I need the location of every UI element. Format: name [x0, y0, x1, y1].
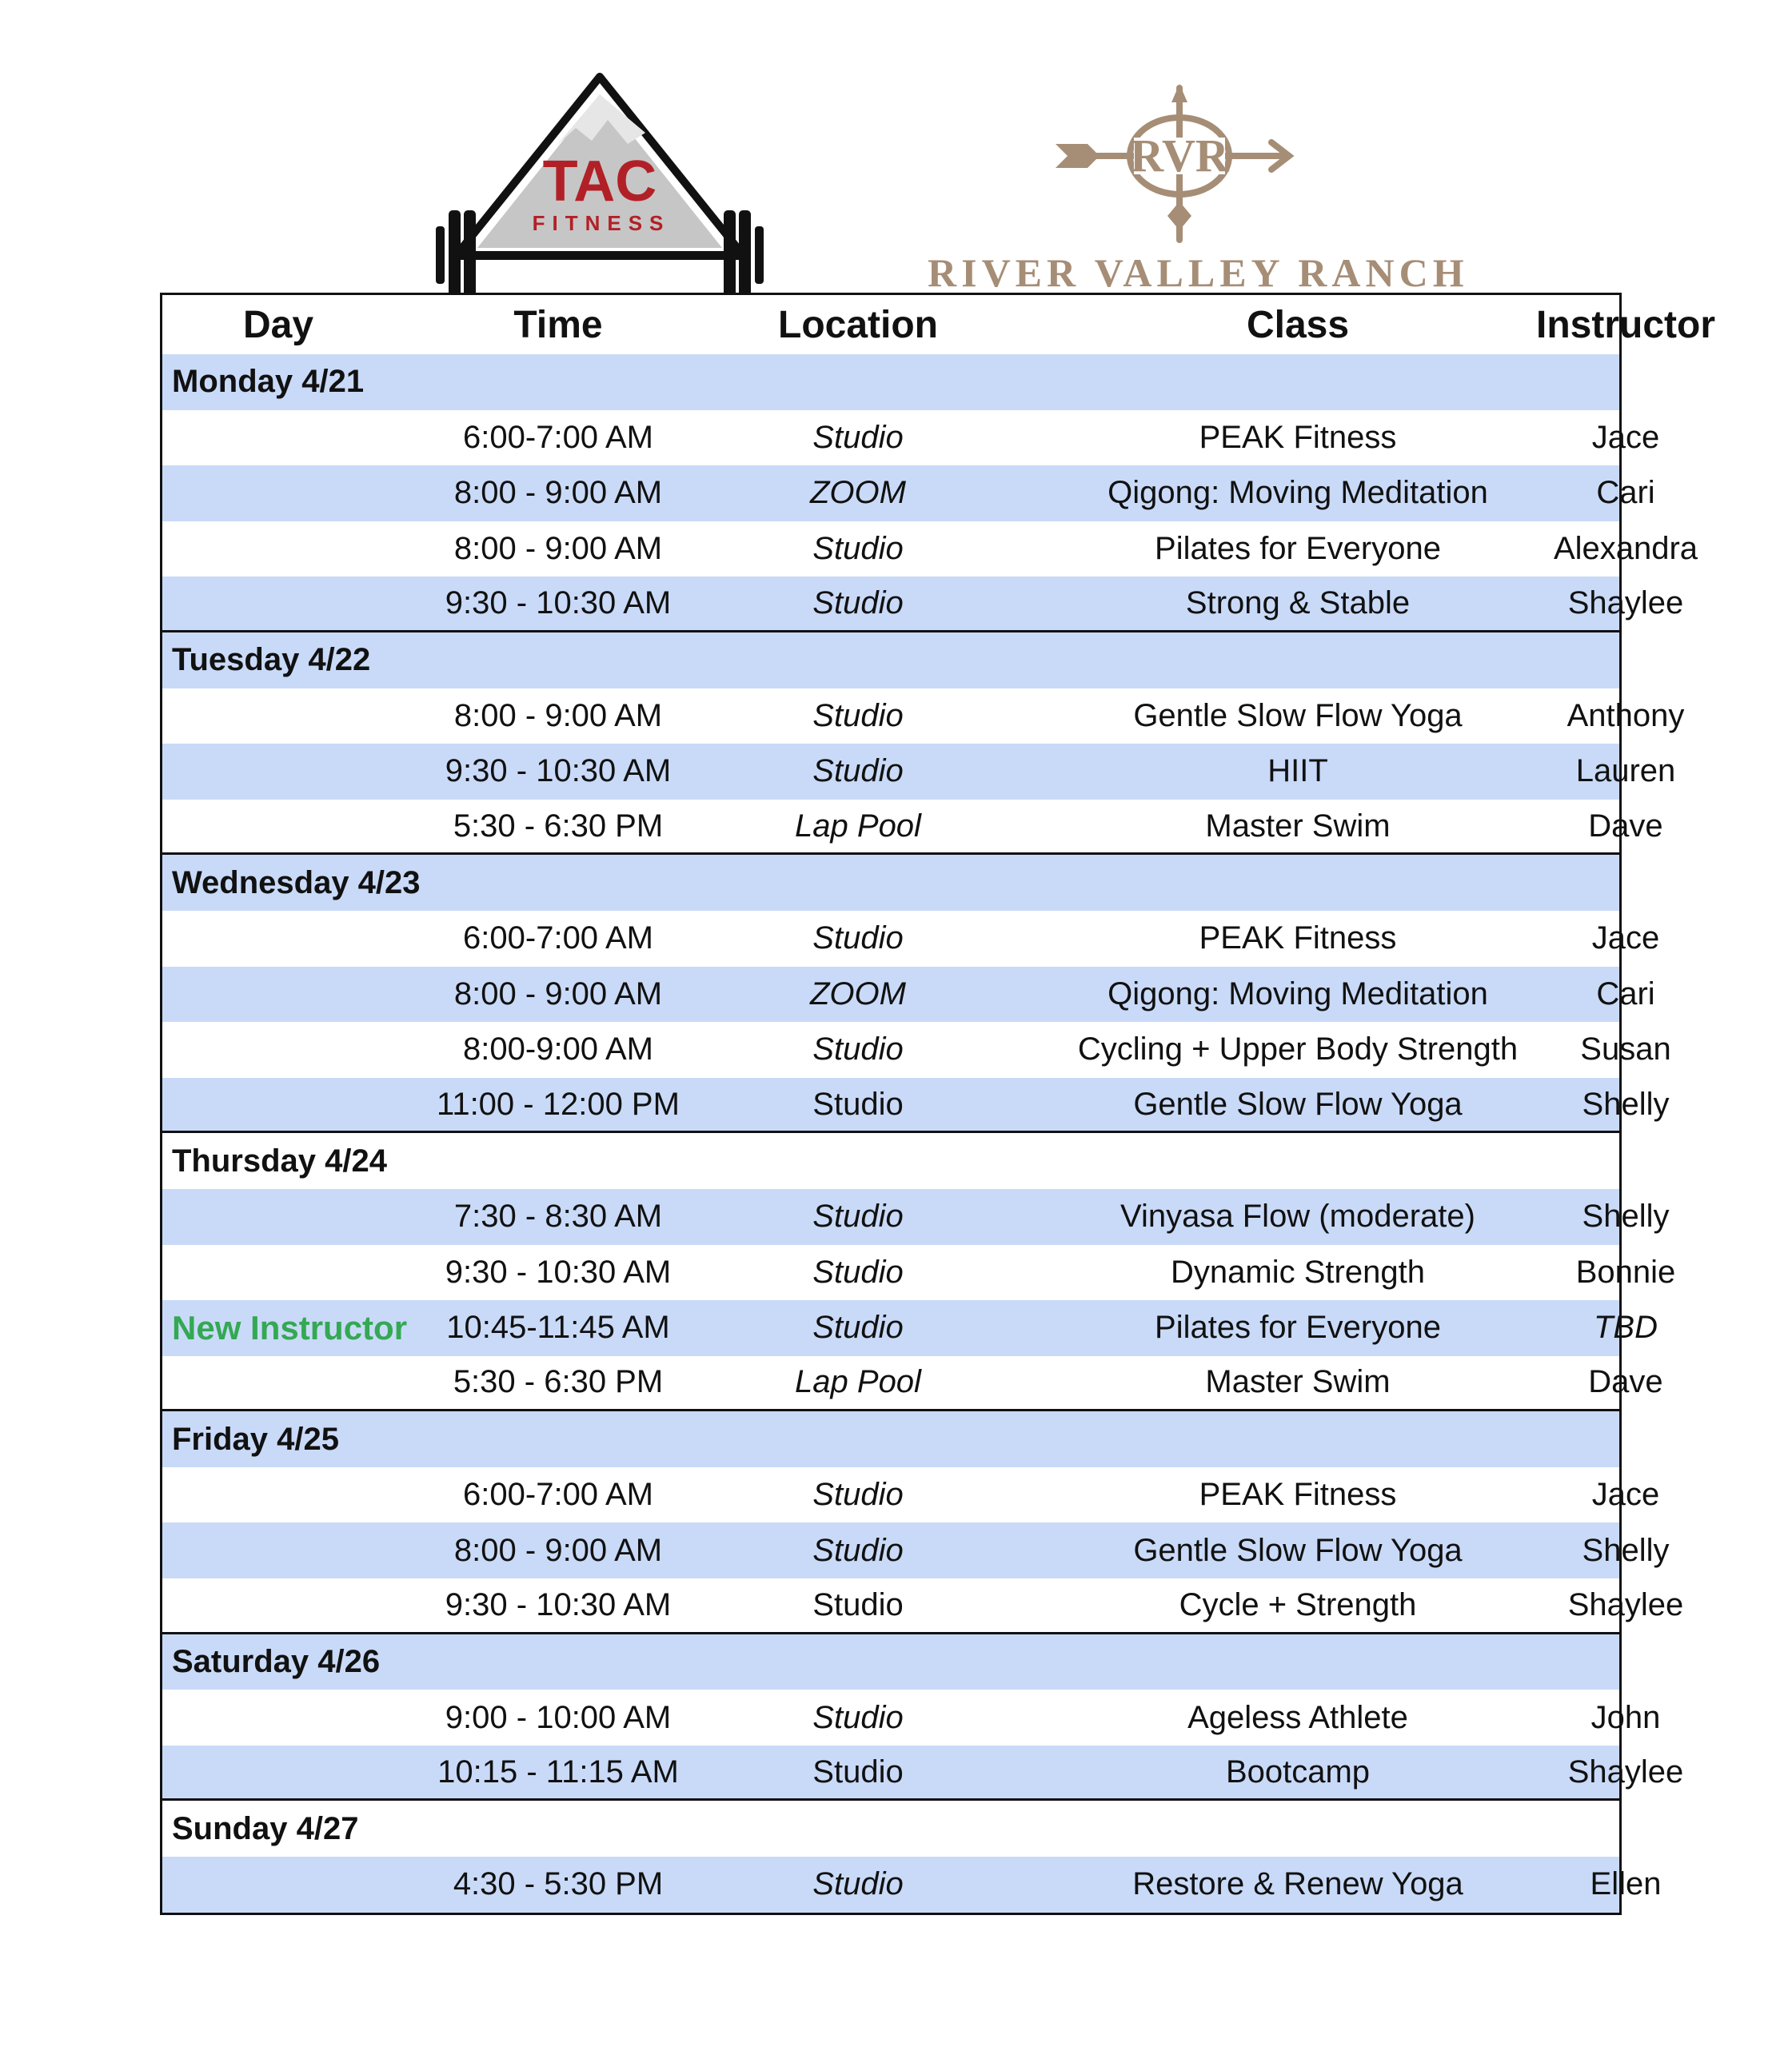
session-row: [162, 800, 1663, 856]
session-instructor: Shelly: [1582, 1199, 1670, 1235]
session-location: Studio: [812, 1532, 904, 1568]
session-instructor: Dave: [1588, 808, 1663, 844]
session-row: [162, 688, 1685, 744]
session-row: [162, 577, 1684, 632]
session-time: 9:30 - 10:30 AM: [445, 1254, 672, 1290]
session-instructor: John: [1590, 1699, 1661, 1735]
session-row: [162, 744, 1676, 800]
session-row: [162, 911, 1660, 967]
session-class: HIIT: [1267, 753, 1328, 789]
session-class: Bootcamp: [1225, 1754, 1371, 1790]
rvr-logo-name: RIVER VALLEY RANCH: [928, 250, 1469, 295]
tac-fitness-logo: [436, 70, 764, 298]
session-row: [162, 521, 1698, 577]
session-class: Master Swim: [1205, 1364, 1391, 1400]
session-instructor: Jace: [1591, 1477, 1660, 1513]
day-row: [162, 632, 1619, 688]
session-class: Pilates for Everyone: [1155, 1310, 1441, 1346]
session-row: [162, 1356, 1663, 1412]
session-row: [162, 1690, 1661, 1746]
session-location: Studio: [812, 1866, 904, 1902]
session-instructor: Cari: [1596, 976, 1655, 1012]
session-location: Studio: [812, 1754, 904, 1790]
session-class: Dynamic Strength: [1171, 1254, 1425, 1290]
session-location: Studio: [812, 1699, 904, 1735]
day-row: [162, 1133, 1619, 1189]
session-location: Studio: [812, 753, 904, 789]
new-instructor-note: New Instructor: [172, 1308, 408, 1347]
session-time: 8:00 - 9:00 AM: [453, 531, 663, 567]
session-instructor: Ellen: [1590, 1866, 1662, 1902]
day-label: Tuesday 4/22: [172, 642, 371, 678]
day-label: Wednesday 4/23: [172, 864, 421, 900]
session-time: 8:00 - 9:00 AM: [453, 475, 663, 511]
session-instructor: Jace: [1591, 920, 1660, 956]
header-time: Time: [513, 303, 603, 346]
session-row: [162, 1746, 1684, 1802]
day-row: [162, 855, 1619, 911]
session-location: ZOOM: [810, 976, 906, 1012]
day-row: [162, 1411, 1619, 1467]
session-class: Qigong: Moving Meditation: [1108, 976, 1488, 1012]
session-row: [162, 1245, 1676, 1301]
day-label: Sunday 4/27: [172, 1810, 359, 1846]
session-row: [162, 1189, 1670, 1245]
tac-logo-text: TAC: [542, 150, 657, 213]
day-label: Monday 4/21: [172, 364, 365, 400]
session-class: Restore & Renew Yoga: [1132, 1866, 1463, 1902]
session-time: 4:30 - 5:30 PM: [453, 1866, 664, 1902]
session-row: [162, 1022, 1671, 1078]
session-class: Vinyasa Flow (moderate): [1120, 1199, 1475, 1235]
session-location: Studio: [812, 531, 904, 567]
session-location: Studio: [812, 1199, 904, 1235]
session-row: [162, 1522, 1670, 1578]
session-time: 9:30 - 10:30 AM: [445, 1586, 672, 1622]
session-class: Cycling + Upper Body Strength: [1077, 1031, 1519, 1067]
session-instructor: Dave: [1588, 1364, 1663, 1400]
session-location: Studio: [812, 1586, 904, 1622]
session-time: 7:30 - 8:30 AM: [453, 1199, 663, 1235]
session-time: 9:30 - 10:30 AM: [445, 585, 672, 621]
session-time: 5:30 - 6:30 PM: [453, 808, 664, 844]
session-time: 6:00-7:00 AM: [463, 920, 653, 956]
session-location: Studio: [812, 697, 904, 733]
session-instructor: Shaylee: [1567, 585, 1684, 621]
session-row: [162, 465, 1655, 521]
session-instructor: TBD: [1594, 1310, 1658, 1346]
session-class: Master Swim: [1205, 808, 1391, 844]
session-class: Cycle + Strength: [1179, 1586, 1417, 1622]
session-class: Ageless Athlete: [1187, 1699, 1408, 1735]
session-location: Studio: [812, 1310, 904, 1346]
session-time: 8:00-9:00 AM: [463, 1031, 653, 1067]
session-time: 8:00 - 9:00 AM: [453, 1532, 663, 1568]
session-instructor: Bonnie: [1575, 1254, 1676, 1290]
session-instructor: Susan: [1580, 1031, 1671, 1067]
session-time: 5:30 - 6:30 PM: [453, 1364, 664, 1400]
day-label: Thursday 4/24: [172, 1143, 388, 1179]
header-class: Class: [1246, 303, 1350, 346]
session-time: 8:00 - 9:00 AM: [453, 697, 663, 733]
session-class: Gentle Slow Flow Yoga: [1133, 1532, 1463, 1568]
session-class: PEAK Fitness: [1199, 419, 1397, 455]
day-row: [162, 1801, 1619, 1857]
header-instructor: Instructor: [1535, 303, 1715, 346]
session-class: Qigong: Moving Meditation: [1108, 475, 1488, 511]
day-row: [162, 1634, 1619, 1690]
class-schedule-table: [160, 293, 1715, 1915]
session-time: 10:15 - 11:15 AM: [437, 1754, 679, 1790]
day-label: Saturday 4/26: [172, 1643, 381, 1679]
session-location: Studio: [812, 1477, 904, 1513]
session-row: [162, 1300, 1658, 1356]
header-day: Day: [242, 303, 314, 346]
session-class: PEAK Fitness: [1199, 920, 1397, 956]
session-class: Strong & Stable: [1185, 585, 1411, 621]
session-location: ZOOM: [810, 475, 906, 511]
session-time: 9:30 - 10:30 AM: [445, 753, 672, 789]
session-instructor: Shelly: [1582, 1532, 1670, 1568]
session-row: [162, 1578, 1684, 1634]
session-row: [162, 967, 1655, 1023]
session-location: Studio: [812, 1031, 904, 1067]
session-instructor: Jace: [1591, 419, 1660, 455]
rvr-monogram: RVR: [1130, 130, 1229, 182]
session-instructor: Anthony: [1567, 697, 1685, 733]
session-class: Gentle Slow Flow Yoga: [1133, 697, 1463, 733]
session-row: [162, 1857, 1662, 1913]
session-instructor: Alexandra: [1553, 531, 1698, 567]
session-location: Lap Pool: [795, 808, 921, 844]
session-class: Gentle Slow Flow Yoga: [1133, 1086, 1463, 1122]
session-class: Pilates for Everyone: [1155, 531, 1441, 567]
session-instructor: Shaylee: [1567, 1586, 1684, 1622]
session-row: [162, 1078, 1670, 1134]
day-row: [162, 354, 1619, 410]
session-instructor: Lauren: [1575, 753, 1676, 789]
session-time: 11:00 - 12:00 PM: [437, 1086, 680, 1122]
day-label: Friday 4/25: [172, 1421, 340, 1457]
session-location: Studio: [812, 920, 904, 956]
session-row: [162, 410, 1660, 466]
session-location: Studio: [812, 419, 904, 455]
session-instructor: Shaylee: [1567, 1754, 1684, 1790]
session-location: Studio: [812, 1086, 904, 1122]
session-instructor: Cari: [1596, 475, 1655, 511]
session-location: Studio: [812, 585, 904, 621]
session-time: 8:00 - 9:00 AM: [453, 976, 663, 1012]
session-row: [162, 1467, 1660, 1523]
session-time: 6:00-7:00 AM: [463, 419, 653, 455]
header-location: Location: [778, 303, 938, 346]
session-instructor: Shelly: [1582, 1086, 1670, 1122]
session-time: 6:00-7:00 AM: [463, 1477, 653, 1513]
session-location: Studio: [812, 1254, 904, 1290]
table-header-row: [162, 295, 1715, 354]
session-time: 9:00 - 10:00 AM: [445, 1699, 672, 1735]
session-location: Lap Pool: [795, 1364, 921, 1400]
session-time: 10:45-11:45 AM: [446, 1310, 670, 1346]
session-class: PEAK Fitness: [1199, 1477, 1397, 1513]
fitness-logo-text: FITNESS: [532, 211, 671, 235]
